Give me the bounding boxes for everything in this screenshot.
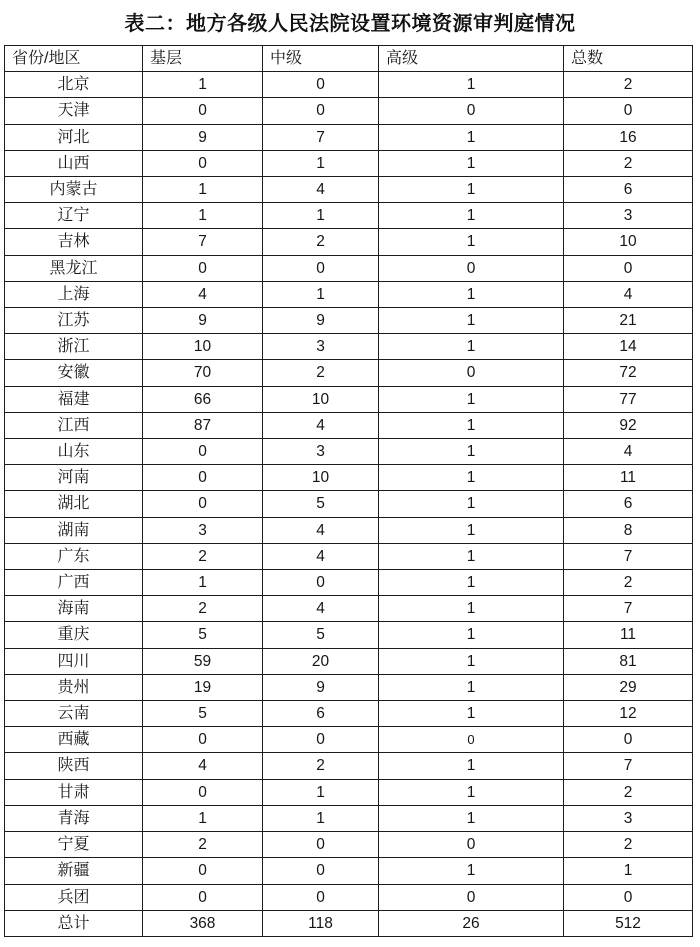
value-cell: 81 [564,648,693,674]
value-cell: 59 [143,648,263,674]
value-cell: 0 [143,884,263,910]
value-cell: 92 [564,412,693,438]
column-header: 省份/地区 [5,46,143,72]
value-cell: 2 [564,570,693,596]
value-cell: 1 [379,648,564,674]
value-cell: 72 [564,360,693,386]
region-cell: 上海 [5,281,143,307]
value-cell: 2 [143,596,263,622]
value-cell: 1 [379,177,564,203]
table-row [5,832,693,858]
table-row [5,491,693,517]
region-cell: 湖北 [5,491,143,517]
region-cell: 福建 [5,386,143,412]
value-cell: 4 [263,596,379,622]
table-row [5,124,693,150]
table-row [5,910,693,936]
region-cell: 宁夏 [5,832,143,858]
value-cell: 10 [143,334,263,360]
region-cell: 四川 [5,648,143,674]
value-cell: 1 [143,805,263,831]
value-cell: 1 [379,439,564,465]
value-cell: 0 [379,727,564,753]
value-cell: 0 [379,255,564,281]
value-cell: 1 [379,72,564,98]
value-cell: 2 [564,150,693,176]
value-cell: 7 [143,229,263,255]
table-row [5,334,693,360]
region-cell: 江西 [5,412,143,438]
region-cell: 河南 [5,465,143,491]
region-cell: 山西 [5,150,143,176]
value-cell: 118 [263,910,379,936]
value-cell: 0 [564,98,693,124]
table-row [5,360,693,386]
value-cell: 1 [263,150,379,176]
value-cell: 12 [564,701,693,727]
value-cell: 0 [263,72,379,98]
region-cell: 湖南 [5,517,143,543]
value-cell: 6 [263,701,379,727]
region-cell: 辽宁 [5,203,143,229]
value-cell: 1 [263,805,379,831]
value-cell: 0 [379,98,564,124]
value-cell: 0 [263,858,379,884]
value-cell: 1 [143,177,263,203]
value-cell: 1 [263,281,379,307]
value-cell: 2 [143,543,263,569]
region-cell: 陕西 [5,753,143,779]
region-cell: 西藏 [5,727,143,753]
table-row [5,805,693,831]
value-cell: 5 [263,491,379,517]
value-cell: 0 [143,779,263,805]
value-cell: 0 [143,465,263,491]
table-row [5,255,693,281]
value-cell: 0 [263,727,379,753]
value-cell: 11 [564,622,693,648]
table-row [5,177,693,203]
value-cell: 1 [379,674,564,700]
value-cell: 0 [564,884,693,910]
value-cell: 19 [143,674,263,700]
region-cell: 北京 [5,72,143,98]
value-cell: 2 [143,832,263,858]
value-cell: 0 [143,727,263,753]
region-cell: 兵团 [5,884,143,910]
value-cell: 1 [379,386,564,412]
value-cell: 1 [379,203,564,229]
column-header: 总数 [564,46,693,72]
value-cell: 1 [379,701,564,727]
value-cell: 4 [564,281,693,307]
region-cell: 河北 [5,124,143,150]
value-cell: 2 [564,779,693,805]
value-cell: 0 [379,832,564,858]
table-row [5,753,693,779]
value-cell: 0 [263,884,379,910]
value-cell: 1 [379,753,564,779]
value-cell: 0 [379,884,564,910]
table-row [5,150,693,176]
region-cell: 云南 [5,701,143,727]
region-cell: 山东 [5,439,143,465]
value-cell: 1 [379,124,564,150]
value-cell: 4 [143,753,263,779]
value-cell: 1 [379,229,564,255]
value-cell: 368 [143,910,263,936]
table-row [5,570,693,596]
value-cell: 1 [143,203,263,229]
table-row [5,72,693,98]
value-cell: 1 [379,570,564,596]
value-cell: 70 [143,360,263,386]
value-cell: 0 [143,98,263,124]
value-cell: 20 [263,648,379,674]
value-cell: 66 [143,386,263,412]
table-row [5,674,693,700]
region-cell: 吉林 [5,229,143,255]
value-cell: 1 [379,543,564,569]
region-cell: 甘肃 [5,779,143,805]
value-cell: 0 [143,491,263,517]
header-row [5,46,693,72]
value-cell: 7 [564,753,693,779]
value-cell: 6 [564,177,693,203]
table-row [5,281,693,307]
value-cell: 1 [379,412,564,438]
value-cell: 1 [379,805,564,831]
value-cell: 0 [143,858,263,884]
table-row [5,517,693,543]
value-cell: 4 [263,543,379,569]
value-cell: 1 [379,517,564,543]
value-cell: 77 [564,386,693,412]
column-header: 基层 [143,46,263,72]
value-cell: 0 [263,98,379,124]
value-cell: 2 [263,753,379,779]
value-cell: 7 [564,543,693,569]
region-cell: 天津 [5,98,143,124]
value-cell: 10 [263,465,379,491]
value-cell: 26 [379,910,564,936]
value-cell: 0 [564,727,693,753]
region-cell: 浙江 [5,334,143,360]
value-cell: 3 [564,203,693,229]
value-cell: 0 [564,255,693,281]
table-row [5,884,693,910]
value-cell: 512 [564,910,693,936]
value-cell: 3 [263,334,379,360]
value-cell: 29 [564,674,693,700]
table-row [5,386,693,412]
table-row [5,543,693,569]
region-cell: 江苏 [5,308,143,334]
table-row [5,308,693,334]
value-cell: 9 [143,308,263,334]
value-cell: 3 [143,517,263,543]
value-cell: 0 [263,570,379,596]
region-cell: 内蒙古 [5,177,143,203]
page-title: 表二：地方各级人民法院设置环境资源审判庭情况 [124,13,576,35]
value-cell: 0 [143,150,263,176]
table-row [5,596,693,622]
value-cell: 1 [379,596,564,622]
region-cell: 海南 [5,596,143,622]
value-cell: 11 [564,465,693,491]
value-cell: 14 [564,334,693,360]
table-row [5,701,693,727]
value-cell: 8 [564,517,693,543]
value-cell: 4 [143,281,263,307]
value-cell: 2 [564,832,693,858]
value-cell: 4 [263,517,379,543]
value-cell: 7 [263,124,379,150]
table-body [5,72,693,937]
table-row [5,465,693,491]
table-row [5,203,693,229]
region-cell: 总计 [5,910,143,936]
value-cell: 0 [263,255,379,281]
table-row [5,412,693,438]
value-cell: 1 [263,203,379,229]
value-cell: 0 [379,360,564,386]
value-cell: 4 [564,439,693,465]
region-cell: 黑龙江 [5,255,143,281]
value-cell: 2 [564,72,693,98]
value-cell: 6 [564,491,693,517]
value-cell: 1 [143,72,263,98]
value-cell: 5 [143,701,263,727]
value-cell: 1 [564,858,693,884]
value-cell: 3 [263,439,379,465]
value-cell: 1 [263,779,379,805]
column-header: 中级 [263,46,379,72]
region-cell: 新疆 [5,858,143,884]
value-cell: 1 [143,570,263,596]
table-row [5,727,693,753]
value-cell: 1 [379,491,564,517]
table-row [5,229,693,255]
region-cell: 青海 [5,805,143,831]
table-row [5,439,693,465]
value-cell: 1 [379,334,564,360]
region-cell: 重庆 [5,622,143,648]
value-cell: 1 [379,465,564,491]
value-cell: 1 [379,150,564,176]
table-row [5,98,693,124]
value-cell: 0 [263,832,379,858]
value-cell: 21 [564,308,693,334]
value-cell: 4 [263,412,379,438]
region-cell: 安徽 [5,360,143,386]
value-cell: 5 [263,622,379,648]
region-cell: 贵州 [5,674,143,700]
table-row [5,858,693,884]
value-cell: 10 [564,229,693,255]
column-header: 高级 [379,46,564,72]
value-cell: 16 [564,124,693,150]
value-cell: 9 [143,124,263,150]
value-cell: 4 [263,177,379,203]
table-row [5,648,693,674]
value-cell: 1 [379,622,564,648]
table-row [5,779,693,805]
value-cell: 2 [263,360,379,386]
value-cell: 1 [379,308,564,334]
value-cell: 87 [143,412,263,438]
value-cell: 3 [564,805,693,831]
region-cell: 广东 [5,543,143,569]
region-cell: 广西 [5,570,143,596]
table-row [5,622,693,648]
env-tribunal-table [4,45,693,937]
value-cell: 0 [143,439,263,465]
value-cell: 9 [263,674,379,700]
value-cell: 1 [379,858,564,884]
value-cell: 0 [143,255,263,281]
value-cell: 1 [379,281,564,307]
value-cell: 10 [263,386,379,412]
value-cell: 7 [564,596,693,622]
value-cell: 5 [143,622,263,648]
value-cell: 9 [263,308,379,334]
value-cell: 1 [379,779,564,805]
value-cell: 2 [263,229,379,255]
